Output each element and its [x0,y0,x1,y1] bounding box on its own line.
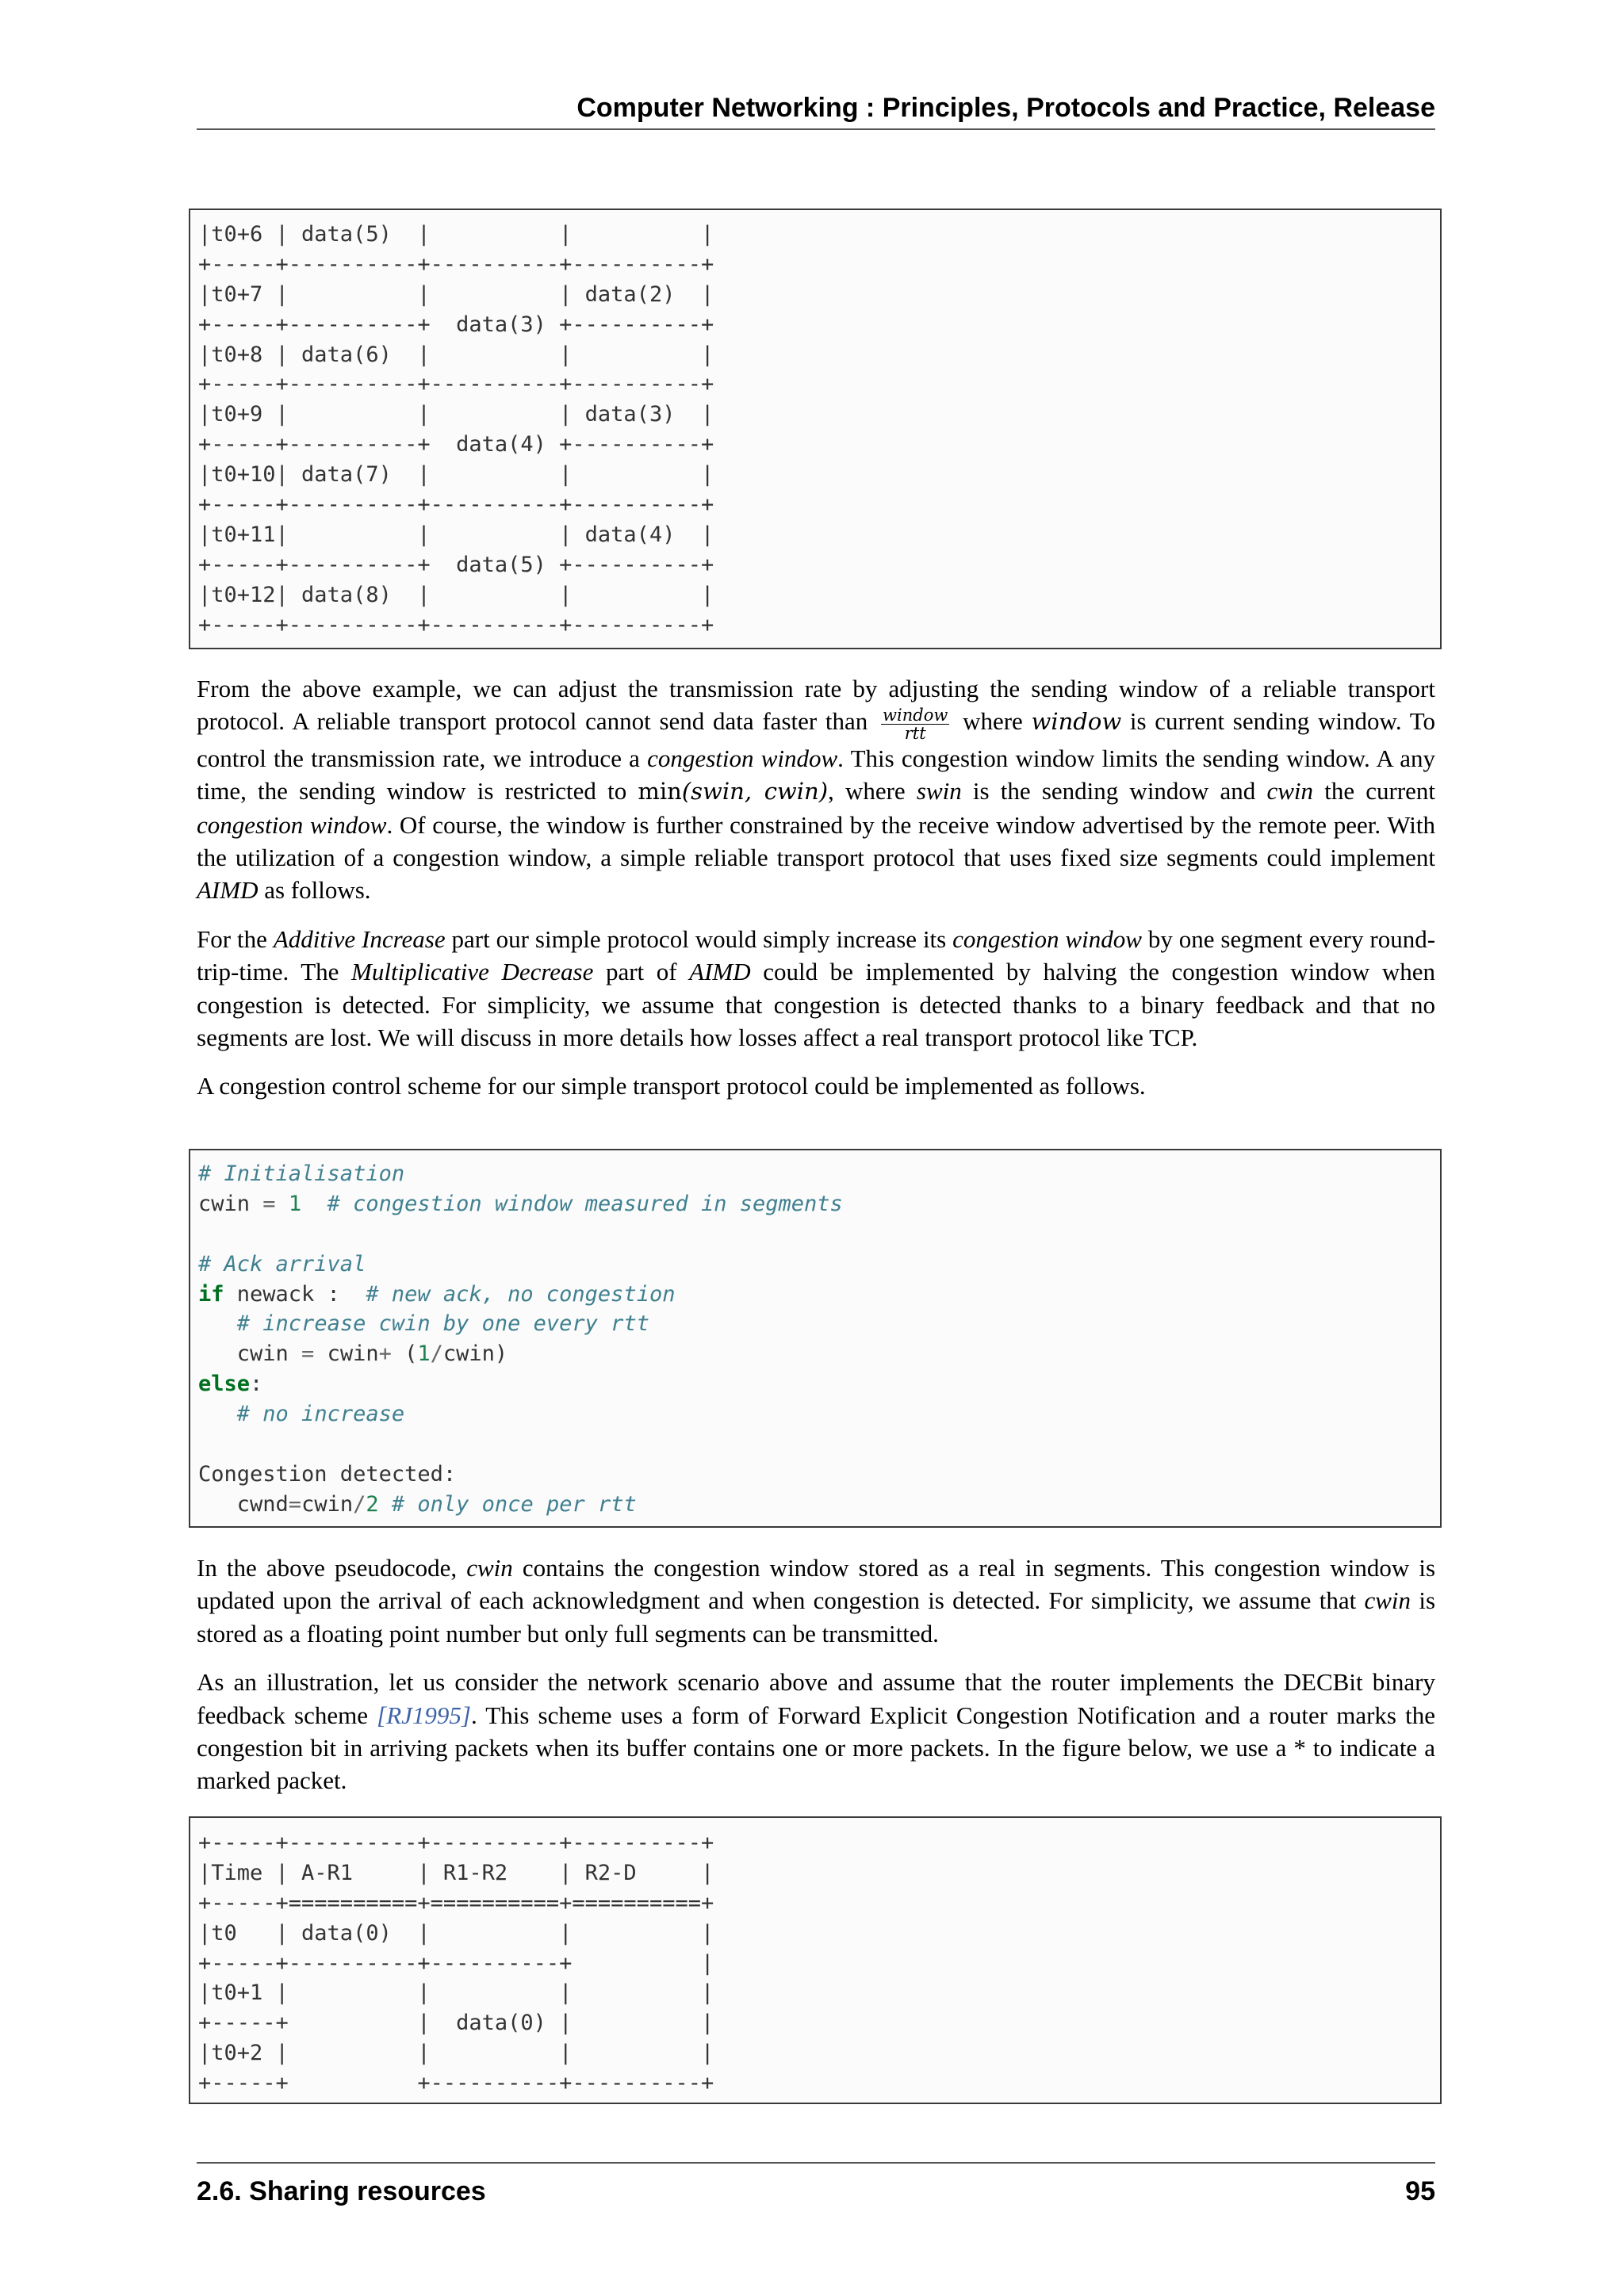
math-min-expression: min(swin, cwin) [638,778,829,806]
code-line: cwin = 1 # congestion window measured in segments [198,1191,843,1216]
table-line: +-----+----------+----------+----------+ [198,372,714,397]
table-line: |t0+11| | | data(4) | [198,522,714,547]
table-line: +-----+----------+----------+----------+ [198,492,714,518]
table-line: |Time | A-R1 | R1-R2 | R2-D | [198,1860,714,1885]
table-line: +-----+----------+ data(5) +----------+ [198,552,714,577]
table-line: +-----+ +----------+----------+ [198,2071,714,2096]
code-line [198,1219,1440,1249]
code-line: cwin = cwin+ (1/cwin) [198,1341,508,1367]
table-line: +-----+----------+----------+ | [198,1950,714,1976]
paragraph-decbit: As an illustration, let us consider the network scenario above and assume that the router implements the DECBit binary feedback scheme [RJ1995]. This scheme uses a form of Forward Explicit Congestion Notification and a router marks the congestion bit in arriving packets when its buffer contains one or more packets. In the figure below, we use a * to indicate a marked packet. [197,1668,1435,1795]
code-line: # no increase [236,1402,405,1427]
table-line: +-----+----------+ data(3) +----------+ [198,312,714,337]
code-line: # Ack arrival [198,1251,366,1276]
timeline-table-bottom-text [198,1828,1440,2099]
table-line: |t0+2 | | | | [198,2041,714,2066]
table-line: +-----+----------+----------+----------+ [198,251,714,277]
table-line: |t0+8 | data(6) | | | [198,342,714,367]
paragraph-pseudocode-explain: In the above pseudocode, cwin contains the congestion window stored as a real in segments. This congestion window is updated upon the arrival of each acknowledgment and when congestion is detected. For simplicity, we assume that cwin is stored as a floating point number but only full segments can be transmitted. [197,1554,1436,1647]
pseudocode-listing [189,1149,1442,1528]
code-line [198,1429,1440,1460]
code-line: # Initialisation [198,1161,405,1186]
footer-section-title: 2.6. Sharing resources [197,2176,486,2206]
paragraph-window-rate: From the above example, we can adjust the transmission rate by adjusting the sending window of a reliable transport protocol. A reliable transport protocol cannot send data faster than $\frac{\text{window}}{\text{rtt}}$ where window is current sending window. To control the transmission rate, we introduce a congestion window. This congestion window limits the sending window. A any time, the sending window is restricted to min(swin, cwin), where swin is the sending window and cwin the current congestion window. Of course, the window is further constrained by the receive window advertised by the remote peer. With the utilization of a congestion window, a simple reliable transport protocol that uses fixed size segments could implement AIMD as follows. [197,675,1436,905]
code-line: cwnd=cwin/2 # only once per rtt [198,1491,637,1517]
pseudocode-text [198,1159,1440,1520]
table-line: |t0 | data(0) | | | [198,1920,714,1946]
table-line: |t0+12| data(8) | | | [198,582,714,607]
timeline-table-top [189,209,1442,649]
table-line: |t0+1 | | | | [198,1980,714,2006]
code-line: else: [198,1372,263,1397]
table-line: |t0+6 | data(5) | | | [198,222,714,247]
table-line: |t0+7 | | | data(2) | [198,281,714,307]
table-line: |t0+10| data(7) | | | [198,462,714,488]
header-rule [197,128,1435,130]
timeline-table-bottom [189,1816,1442,2104]
timeline-table-top-text [198,220,1440,640]
footer-rule [197,2162,1435,2164]
fraction-window-over-rtt: $\frac{\text{window}}{\text{rtt}}$ [883,705,948,743]
running-header: Computer Networking : Principles, Protocols and Practice, Release [576,93,1435,123]
table-line: +-----+==========+==========+==========+ [198,1890,714,1915]
table-line: +-----+ | data(0) | | [198,2011,714,2036]
table-line: +-----+----------+ data(4) +----------+ [198,432,714,457]
paragraph-aimd: For the Additive Increase part our simple protocol would simply increase its congestion window by one segment every round-trip-time. The Multiplicative Decrease part of AIMD could be implemented by halving the congestion window when congestion is detected. For simplicity, we assume that congestion is detected thanks to a binary feedback and that no segments are lost. We will discuss in more details how losses affect a real transport protocol like TCP. [197,924,1436,1052]
code-line: Congestion detected: [198,1461,457,1487]
body-text-upper [197,672,1435,1119]
page-number: 95 [1405,2176,1435,2206]
code-line: # increase cwin by one every rtt [236,1311,649,1337]
table-line: +-----+----------+----------+----------+ [198,612,714,637]
citation-link[interactable]: [RJ1995] [377,1701,471,1729]
paragraph-scheme-intro: A congestion control scheme for our simple transport protocol could be implemented as follows. [197,1072,1146,1100]
table-line: |t0+9 | | | data(3) | [198,402,714,427]
body-text-lower [197,1552,1435,1813]
code-line: if newack : # new ack, no congestion [198,1281,676,1307]
table-line: +-----+----------+----------+----------+ [198,1831,714,1855]
